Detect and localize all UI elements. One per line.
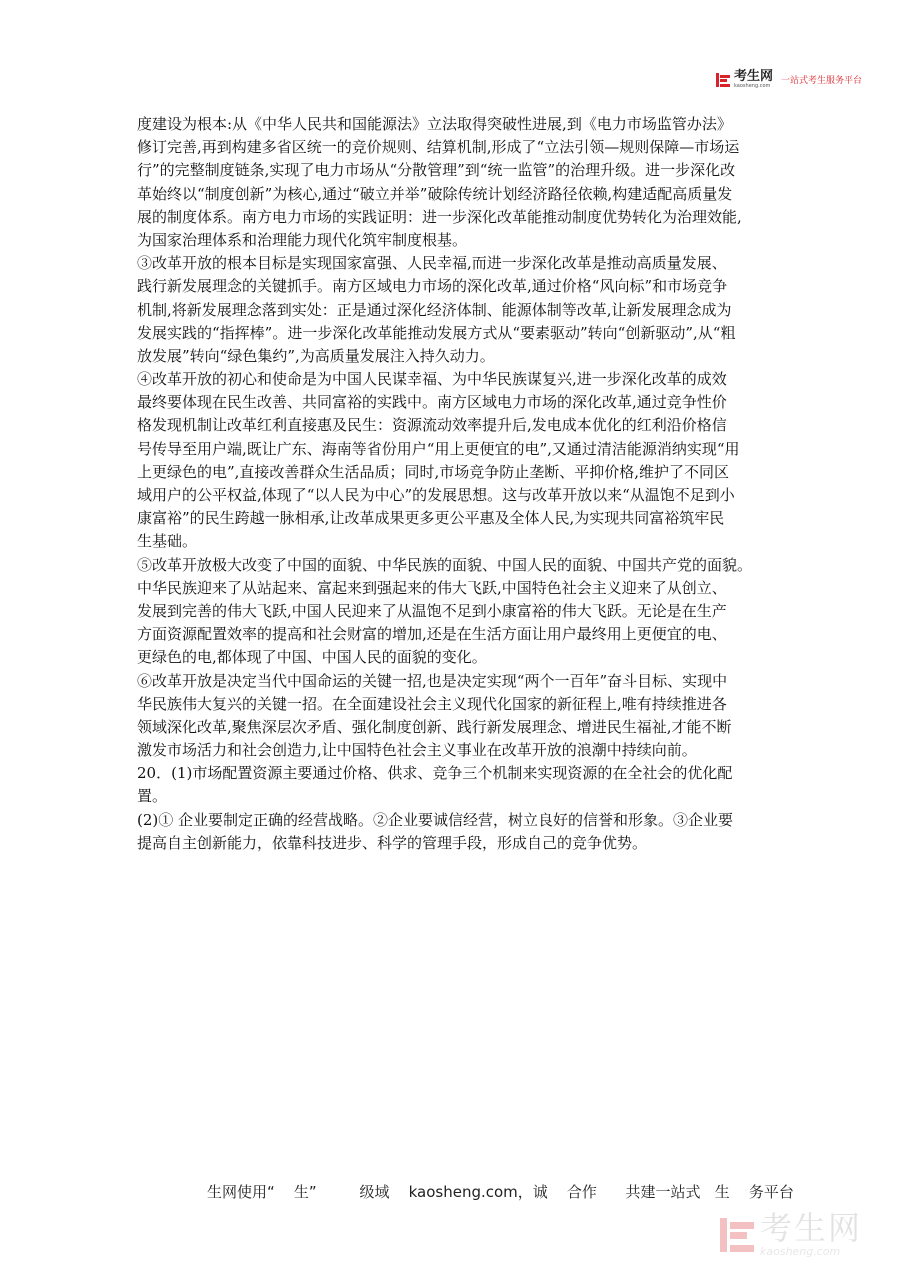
text-line: ④改革开放的初心和使命是为中国人民谋幸福、为中华民族谋复兴,进一步深化改革的成效 [137,370,727,389]
text-line: 中华民族迎来了从站起来、富起来到强起来的伟大飞跃,中国特色社会主义迎来了从创立、 [137,578,727,597]
text-line: 机制,将新发展理念落到实处：正是通过深化经济体制、能源体制等改革,让新发展理念成为 [137,300,732,319]
text-line: 20．(1)市场配置资源主要通过价格、供求、竞争三个机制来实现资源的在全社会的优化配 [137,764,733,783]
text-line: ⑤改革开放极大改变了中国的面貌、中华民族的面貌、中国人民的面貌、中国共产党的面貌。 [137,555,753,574]
text-line: 展的制度体系。南方电力市场的实践证明：进一步深化改革能推动制度优势转化为治理效能, [137,207,742,226]
watermark [720,1209,863,1258]
text-line: 放发展”转向“绿色集约”,为高质量发展注入持久动力。 [137,346,495,365]
text-line: 格发现机制让改革红利直接惠及民生：资源流动效率提升后,发电成本优化的红利沿价格信 [137,416,727,435]
text-line: 置。 [137,787,168,806]
text-line: 最终要体现在民生改善、共同富裕的实践中。南方区域电力市场的深化改革,通过竞争性价 [137,393,727,412]
header-slogan: 一站式考生服务平台 [781,76,863,86]
logo-name: 考生网 [734,69,774,84]
text-line: 更绿色的电,都体现了中国、中国人民的面貌的变化。 [137,648,487,667]
text-line: 度建设为根本:从《中华人民共和国能源法》立法取得突破性进展,到《电力市场监管办法》 [137,115,732,133]
text-line: 华民族伟大复兴的关键一招。在全面建设社会主义现代化国家的新征程上,唯有持续推进各 [137,694,727,713]
footer-text: 生网使用“ 生” 级域 kaosheng.com，诚 合作 共建一站式 生 务平台 [207,1183,794,1201]
text-line: 为国家治理体系和治理能力现代化筑牢制度根基。 [137,230,468,249]
text-line: 修订完善,再到构建多省区统一的竞价规则、结算机制,形成了“立法引领—规则保障—市场运 [137,138,740,157]
text-line: 发展到完善的伟大飞跃,中国人民迎来了从温饱不足到小康富裕的伟大飞跃。无论是在生产 [137,601,727,620]
logo-domain: kaosheng.com [734,83,771,89]
text-line: 革始终以“制度创新”为核心,通过“破立并举”破除传统计划经济路径依赖,构建适配高质量发 [137,184,733,203]
text-line: (2)① 企业要制定正确的经营战略。②企业要诚信经营，树立良好的信誉和形象。③企业要 [137,810,734,829]
text-line: 上更绿色的电”,直接改善群众生活品质；同时,市场竞争防止垄断、平抑价格,维护了不同区 [137,462,729,481]
watermark-name: 考生网 [760,1209,863,1247]
text-line: 号传导至用户端,既让广东、海南等省份用户“用上更便宜的电”,又通过清洁能源消纳实现“用 [137,439,740,458]
text-line: 发展实践的“指挥棒”。进一步深化改革能推动发展方式从“要素驱动”转向“创新驱动”,从“粗 [137,323,736,342]
text-line: 践行新发展理念的关键抓手。南方区域电力市场的深化改革,通过价格“风向标”和市场竞争 [137,277,728,296]
text-line: 领域深化改革,聚焦深层次矛盾、强化制度创新、践行新发展理念、增进民生福祉,才能不断 [137,717,732,736]
watermark-domain: kaosheng.com [760,1245,841,1258]
text-line: ③改革开放的根本目标是实现国家富强、人民幸福,而进一步深化改革是推动高质量发展、 [137,254,727,273]
text-line: 域用户的公平权益,体现了“以人民为中心”的发展思想。这与改革开放以来“从温饱不足到小 [137,486,735,504]
text-line: 提高自主创新能力，依靠科技进步、科学的管理手段，形成自己的竞争优势。 [137,833,648,852]
kaosheng-watermark-icon [720,1218,754,1252]
document-body [137,113,797,855]
header-logo [716,70,862,89]
text-line: 康富裕”的民生跨越一脉相承,让改革成果更多更公平惠及全体人民,为实现共同富裕筑牢民 [137,509,725,528]
text-line: 行”的完整制度链条,实现了电力市场从“分散管理”到“统一监管”的治理升级。进一步深化改 [137,161,736,180]
kaosheng-logo-icon [716,73,730,87]
text-line: ⑥改革开放是决定当代中国命运的关键一招,也是决定实现“两个一百年”奋斗目标、实现中 [137,671,728,690]
text-line: 方面资源配置效率的提高和社会财富的增加,还是在生活方面让用户最终用上更便宜的电、 [137,625,727,644]
text-line: 生基础。 [137,532,198,551]
text-line: 激发市场活力和社会创造力,让中国特色社会主义事业在改革开放的浪潮中持续向前。 [137,741,697,760]
